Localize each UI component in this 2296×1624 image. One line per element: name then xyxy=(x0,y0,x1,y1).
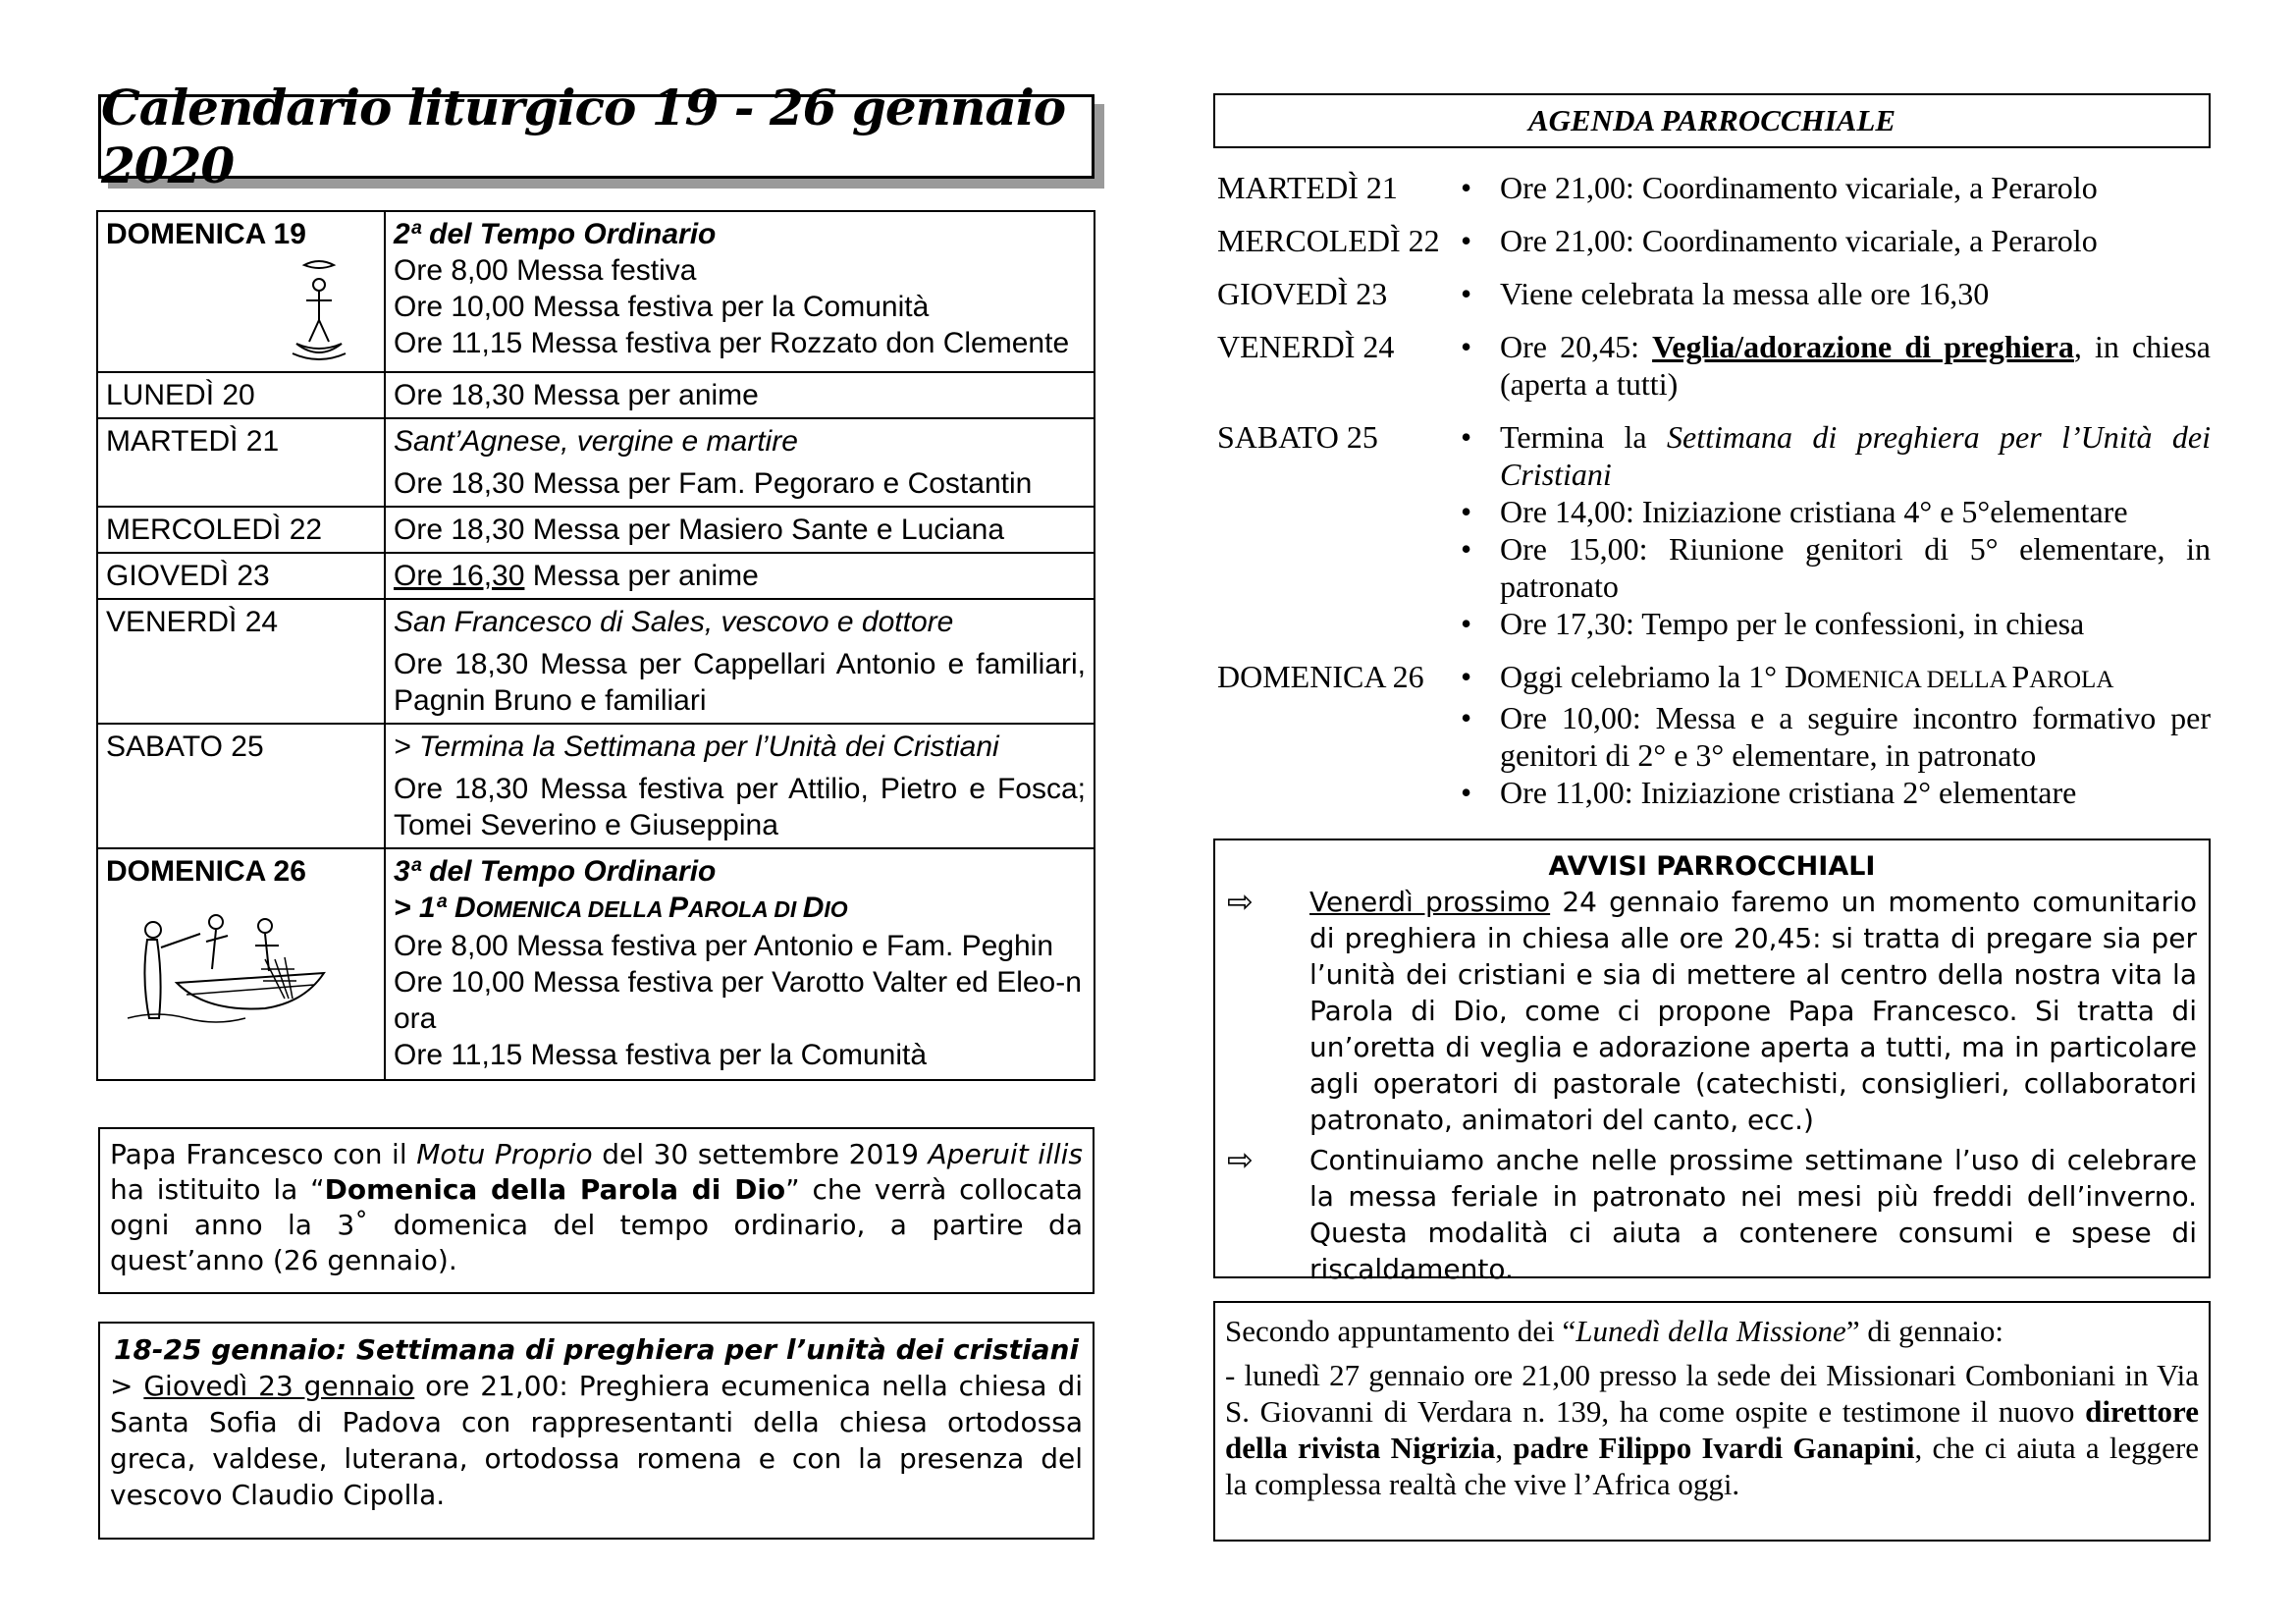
agenda-item: • Ore 20,45: Veglia/adorazione di preghiera, in chiesa (aperta a tutti) xyxy=(1461,329,2211,402)
agenda-item: • Ore 15,00: Riunione genitori di 5° elementare, in patronato xyxy=(1461,531,2211,604)
day-label: DOMENICA 26 xyxy=(106,855,306,888)
calendar-row-mer22 xyxy=(97,507,1095,553)
calendar-row-ven24 xyxy=(97,599,1095,724)
agenda-row-mar21 xyxy=(1217,169,2211,206)
calendar-row-gio23 xyxy=(97,553,1095,599)
notice-item xyxy=(1227,884,2197,1138)
day-cell xyxy=(97,211,385,372)
content-cell xyxy=(385,211,1095,372)
agenda-title: AGENDA PARROCCHIALE xyxy=(1213,93,2211,148)
baptism-illustration-icon xyxy=(285,257,353,365)
agenda-item: • Viene celebrata la messa alle ore 16,30 xyxy=(1461,276,1990,311)
agenda-day: SABATO 25 xyxy=(1217,419,1378,455)
notice-text: ” che verrà collocata ogni anno la 3˚ domenica del tempo ordinario, a partire da quest’anno (26 gennaio). xyxy=(110,1173,1083,1276)
mass-line: Ore 11,15 Messa festiva per la Comunità xyxy=(394,1039,928,1071)
day-label: VENERDÌ 24 xyxy=(97,599,385,724)
agenda-row-dom26 xyxy=(1217,658,2211,811)
agenda-day: VENERDÌ 24 xyxy=(1217,329,1395,364)
agenda-row-mer22 xyxy=(1217,222,2211,259)
mass-line: Messa per anime xyxy=(524,560,759,592)
agenda-day: MARTEDÌ 21 xyxy=(1217,170,1398,205)
notice-text: Continuiamo anche nelle prossime settimane l’uso di celebrare la messa feriale in patronato nei mesi più freddi dell’inverno. Questa modalità ci aiuta a contenere consumi e spese di riscaldamento. xyxy=(1309,1144,2197,1285)
liturgical-calendar-table xyxy=(96,210,1095,1081)
notice-text: Venerdì prossimo 24 gennaio faremo un momento comunitario di preghiera in chiesa alle ore 20,45: si tratta di pregare sia per l’unità dei cristiani e sia di mettere al centro della nostra vita la Parola di Dio, come ci propone Papa Francesco. Si tratta di un’oretta di veglia e adorazione aperta a tutti, ma in particolare agli operatori di pastorale (catechisti, consiglieri, collaboratori patronato, animatori del canto, ecc.) xyxy=(1309,886,2197,1136)
word-of-god-sunday-heading: > 1ª DOMENICA DELLA PAROLA DI DIO xyxy=(394,892,848,924)
parish-notices-title: AVVISI PARROCCHIALI xyxy=(1548,851,1876,882)
content-cell xyxy=(385,553,1095,599)
notice-text: ha istituito la “ xyxy=(110,1173,325,1206)
day-label: DOMENICA 19 xyxy=(106,218,306,250)
notice-item xyxy=(1227,1142,2197,1287)
calendar-row-mar21 xyxy=(97,418,1095,507)
content-cell xyxy=(385,848,1095,1080)
notice-text: Aperuit illis xyxy=(928,1138,1084,1170)
content-cell xyxy=(385,599,1095,724)
mass-line: Ore 8,00 Messa festiva xyxy=(394,254,697,287)
day-label: MARTEDÌ 21 xyxy=(97,418,385,507)
agenda-day: DOMENICA 26 xyxy=(1217,659,1424,694)
calendar-row-lun20 xyxy=(97,372,1095,418)
agenda-day: MERCOLEDÌ 22 xyxy=(1217,223,1440,258)
mass-line: Ore 18,30 Messa per Masiero Sante e Luciana xyxy=(385,507,1095,553)
agenda-item: • Ore 10,00: Messa e a seguire incontro formativo per genitori di 2° e 3° elementare, in patronato xyxy=(1461,700,2211,773)
calendar-title: Calendario liturgico 19 - 26 gennaio 2020 xyxy=(101,79,1066,194)
notice-text: del 30 settembre 2019 xyxy=(592,1138,929,1170)
week-of-prayer-heading: 18-25 gennaio: Settimana di preghiera per l’unità dei cristiani xyxy=(113,1333,1080,1366)
mass-line: Ore 11,15 Messa festiva per Rozzato don Clemente xyxy=(394,327,1070,359)
motu-proprio-notice xyxy=(98,1127,1095,1294)
agenda-item: • Termina la Settimana di preghiera per l’Unità dei Cristiani xyxy=(1461,419,2212,492)
week-of-prayer-text: > Giovedì 23 gennaio ore 21,00: Preghiera ecumenica nella chiesa di Santa Sofia di Padova con rappresentanti della chiesa ortodossa greca, valdese, luterana, ortodossa romena e con la presenza del vescovo Claudio Cipolla. xyxy=(110,1370,1083,1511)
agenda-item: • Ore 14,00: Iniziazione cristiana 4° e 5°elementare xyxy=(1461,494,2128,529)
fishermen-boat-illustration-icon xyxy=(118,900,329,1028)
mass-line: Ore 18,30 Messa festiva per Attilio, Pietro e Fosca; Tomei Severino e Giuseppina xyxy=(394,773,1086,841)
notice-highlight: Domenica della Parola di Dio xyxy=(324,1173,786,1206)
saint-heading: San Francesco di Sales, vescovo e dottore xyxy=(394,606,954,638)
event-heading: > Termina la Settimana per l’Unità dei Cristiani xyxy=(394,731,999,763)
day-label: SABATO 25 xyxy=(97,724,385,848)
day-label: GIOVEDÌ 23 xyxy=(97,553,385,599)
mass-time: Ore 16,30 xyxy=(394,560,525,592)
saint-heading: Sant’Agnese, vergine e martire xyxy=(394,425,798,458)
calendar-row-dom26 xyxy=(97,848,1095,1080)
mission-monday-notice xyxy=(1213,1301,2211,1542)
day-label: LUNEDÌ 20 xyxy=(97,372,385,418)
agenda-row-gio23 xyxy=(1217,275,2211,312)
day-cell xyxy=(97,848,385,1080)
calendar-title-box xyxy=(98,79,1095,194)
parish-agenda xyxy=(1217,169,2211,825)
mass-line: Ore 18,30 Messa per anime xyxy=(385,372,1095,418)
agenda-day: GIOVEDÌ 23 xyxy=(1217,276,1388,311)
mass-line: Ore 10,00 Messa festiva per la Comunità xyxy=(394,291,930,323)
notice-text: Papa Francesco con il xyxy=(110,1138,417,1170)
mass-line: Ore 10,00 Messa festiva per Varotto Valter ed Eleo-nora xyxy=(394,966,1082,1035)
notice-text: Motu Proprio xyxy=(416,1138,593,1170)
agenda-item: • Ore 21,00: Coordinamento vicariale, a Perarolo xyxy=(1461,223,2098,258)
content-cell xyxy=(385,418,1095,507)
agenda-row-ven24 xyxy=(1217,328,2211,403)
mass-line: Ore 18,30 Messa per Fam. Pegoraro e Costantin xyxy=(394,467,1033,500)
day-label: MERCOLEDÌ 22 xyxy=(97,507,385,553)
mission-monday-text: - lunedì 27 gennaio ore 21,00 presso la sede dei Missionari Comboniani in Via S. Giovanni di Verdara n. 139, ha come ospite e testimone il nuovo direttore della rivista Nigrizia, padre Filippo Ivardi Ganapini, che ci aiuta a leggere la complessa realtà che vive l’Africa oggi. xyxy=(1225,1358,2200,1501)
mission-monday-intro: Secondo appuntamento dei “Lunedì della Missione” di gennaio: xyxy=(1225,1314,2003,1348)
arrow-right-icon: ⇨ xyxy=(1227,883,1254,920)
agenda-item: • Ore 11,00: Iniziazione cristiana 2° elementare xyxy=(1461,775,2077,810)
agenda-item: • Oggi celebriamo la 1° DOMENICA DELLA PAROLA xyxy=(1461,659,2114,694)
parish-notices-box xyxy=(1213,839,2211,1285)
calendar-row-dom19 xyxy=(97,211,1095,372)
arrow-right-icon: ⇨ xyxy=(1227,1141,1254,1178)
agenda-item: • Ore 21,00: Coordinamento vicariale, a Perarolo xyxy=(1461,170,2098,205)
liturgy-heading: 2ª del Tempo Ordinario xyxy=(394,218,717,250)
content-cell xyxy=(385,724,1095,848)
agenda-row-sab25 xyxy=(1217,418,2211,642)
mass-line: Ore 8,00 Messa festiva per Antonio e Fam. Peghin xyxy=(394,930,1054,962)
liturgy-heading: 3ª del Tempo Ordinario xyxy=(394,855,717,888)
week-of-prayer-notice xyxy=(98,1322,1095,1540)
mass-line: Ore 18,30 Messa per Cappellari Antonio e familiari, Pagnin Bruno e familiari xyxy=(394,648,1086,717)
calendar-row-sab25 xyxy=(97,724,1095,848)
agenda-item: • Ore 17,30: Tempo per le confessioni, in chiesa xyxy=(1461,606,2085,641)
